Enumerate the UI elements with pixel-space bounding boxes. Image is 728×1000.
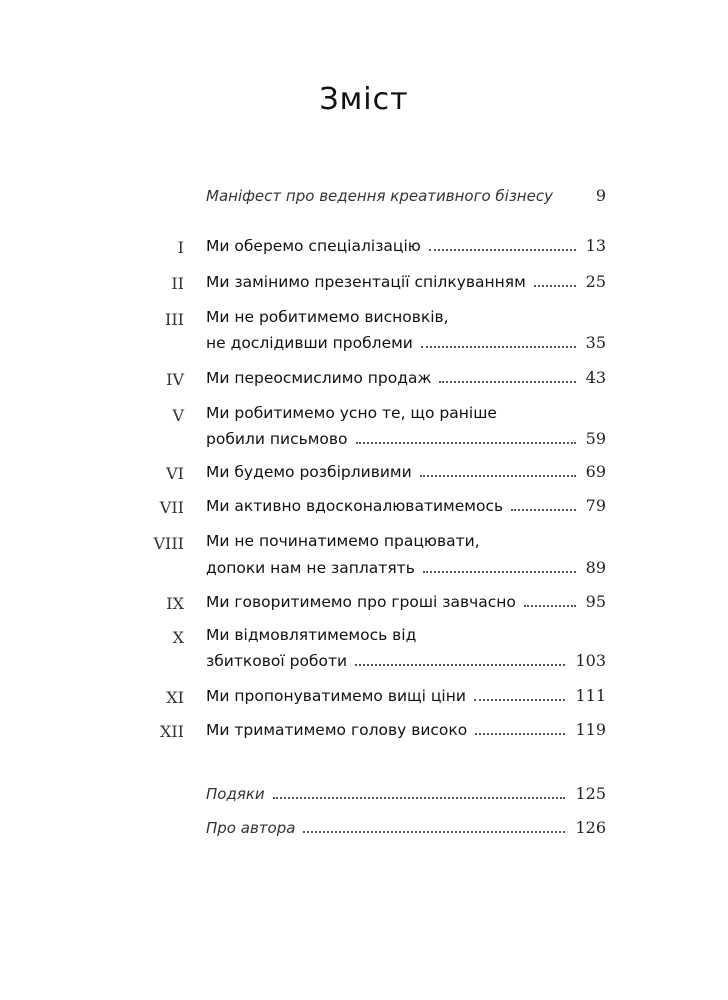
chapter-numeral: V xyxy=(172,406,184,425)
chapter-numeral: III xyxy=(165,310,184,329)
page-number: 95 xyxy=(585,592,606,611)
entry-title: Ми пропонуватимемо вищі ціни xyxy=(206,687,466,705)
chapter-numeral: XI xyxy=(166,688,184,707)
entry-title-line-2: допоки нам не заплатять xyxy=(206,559,415,577)
entry-title-line-1: Ми не починатимемо працювати, xyxy=(206,532,480,550)
page-number: 25 xyxy=(585,272,606,291)
page-number: 35 xyxy=(585,333,606,352)
chapter-numeral: VIII xyxy=(153,534,184,553)
page-number: 119 xyxy=(575,720,606,739)
dot-leader xyxy=(475,733,565,735)
entry-title: Маніфест про ведення креативного бізнесу xyxy=(206,187,553,205)
page-number: 126 xyxy=(575,818,606,837)
chapter-numeral: XII xyxy=(159,722,184,741)
dot-leader xyxy=(524,605,576,607)
entry-title-line-2: робили письмово xyxy=(206,430,348,448)
page-number: 89 xyxy=(585,558,606,577)
dot-leader xyxy=(423,571,576,573)
page-number: 125 xyxy=(575,784,606,803)
entry-title: Ми будемо розбірливими xyxy=(206,463,412,481)
page-number: 9 xyxy=(595,186,606,205)
chapter-numeral: IV xyxy=(166,370,184,389)
page-number: 111 xyxy=(575,686,606,705)
entry-title: Ми говоритимемо про гроші завчасно xyxy=(206,593,516,611)
entry-title: Ми активно вдосконалюватимемось xyxy=(206,497,504,515)
entry-title-line-1: Ми не робитимемо висновків, xyxy=(206,308,449,326)
page-number: 79 xyxy=(585,496,606,515)
chapter-numeral: VI xyxy=(166,464,184,483)
entry-title: Ми триматимемо голову високо xyxy=(206,721,468,739)
dot-leader xyxy=(421,346,576,348)
page-title: Зміст xyxy=(319,82,409,117)
chapter-numeral: IX xyxy=(166,594,184,613)
chapter-numeral: X xyxy=(172,628,184,647)
entry-title-line-1: Ми робитимемо усно те, що раніше xyxy=(206,404,497,422)
page-number: 43 xyxy=(585,368,606,387)
dot-leader xyxy=(355,664,565,666)
entry-title: Ми переосмислимо продаж xyxy=(206,369,432,387)
dot-leader xyxy=(356,442,576,444)
entry-title-line-2: не дослідивши проблеми xyxy=(206,334,413,352)
dot-leader xyxy=(420,475,576,477)
entry-title-line-2: збиткової роботи xyxy=(206,652,348,670)
dot-leader xyxy=(429,249,576,251)
dot-leader xyxy=(439,381,575,383)
page-number: 13 xyxy=(585,236,606,255)
dot-leader xyxy=(303,831,565,833)
dot-leader xyxy=(474,699,566,701)
dot-leader xyxy=(511,509,576,511)
chapter-numeral: VII xyxy=(159,498,184,517)
page-number: 59 xyxy=(585,429,606,448)
entry-title: Ми оберемо спеціалізацію xyxy=(206,237,421,255)
entry-title: Ми замінимо презентації спілкуванням xyxy=(206,273,526,291)
dot-leader xyxy=(273,797,566,799)
entry-title: Подяки xyxy=(206,785,265,803)
chapter-numeral: I xyxy=(177,238,184,257)
dot-leader xyxy=(534,285,576,287)
entry-title-line-1: Ми відмовлятимемось від xyxy=(206,626,417,644)
page-number: 69 xyxy=(585,462,606,481)
chapter-numeral: II xyxy=(171,274,184,293)
page-number: 103 xyxy=(575,651,606,670)
entry-title: Про автора xyxy=(206,819,296,837)
